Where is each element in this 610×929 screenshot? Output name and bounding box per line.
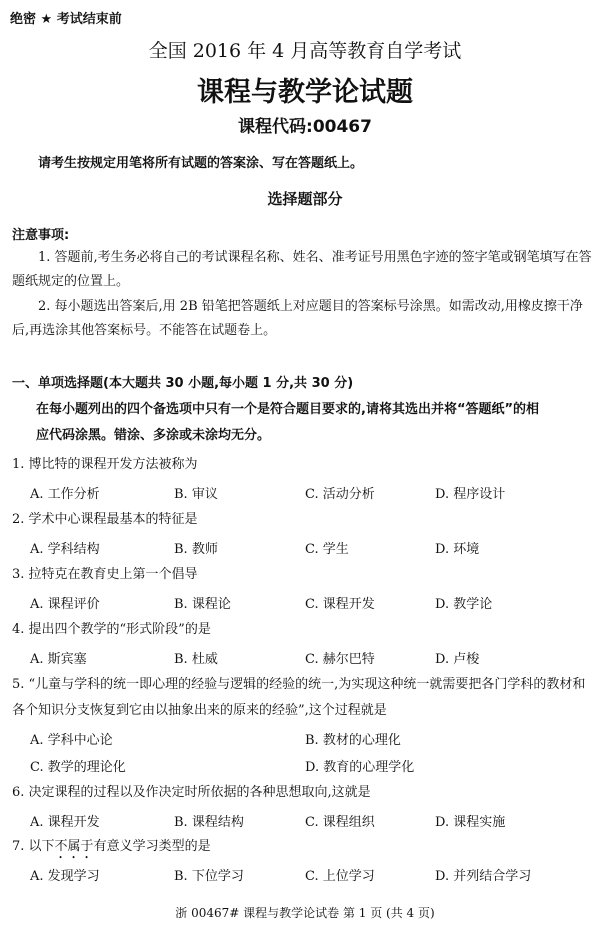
option-b: B. 教师 [174,542,218,557]
option-d: D. 教学论 [435,597,493,612]
option-c: C. 教学的理论化 [30,760,126,775]
part-description-line2: 应代码涂黑。错涂、多涂或未涂均无分。 [36,428,271,443]
option-a: A. 学科中心论 [30,733,113,748]
question-stem: 5. “儿童与学科的统一即心理的经验与逻辑的经验的统一,为实现这种统一就需要把各门学科的教材和各个知识分支恢复到它由以抽象出来的原来的经验”,这个过程就是 [12,677,586,718]
option-d: D. 并列结合学习 [435,869,532,884]
question-stem [12,834,598,862]
emphasized-negation: 不属于 [54,839,94,854]
part-heading: 一、单项选择题(本大题共 30 小题,每小题 1 分,共 30 分) [12,376,354,391]
course-code: 课程代码:00467 [238,117,372,137]
question-stem: 3. 拉特克在教育史上第一个倡导 [12,567,198,582]
part-description-line1: 在每小题列出的四个备选项中只有一个是符合题目要求的,请将其选出并将“答题纸”的相 [36,402,540,417]
section-title: 选择题部分 [267,190,343,208]
question-options [30,756,600,776]
option-a: A. 课程开发 [30,815,100,830]
option-a: A. 斯宾塞 [30,652,87,667]
option-d: D. 教育的心理学化 [305,760,415,775]
option-a: A. 发现学习 [30,869,100,884]
question-options [30,538,600,558]
notes-heading: 注意事项: [12,228,70,243]
exam-title: 全国 2016 年 4 月高等教育自学考试 [148,40,462,62]
option-c: C. 课程开发 [305,597,375,612]
option-d: D. 环境 [435,542,480,557]
question-stem: 6. 决定课程的过程以及作决定时所依据的各种思想取向,这就是 [12,785,371,800]
question-options [30,648,600,668]
option-b: B. 下位学习 [174,869,244,884]
question-stem-prefix: 7. 以下 [12,839,55,854]
question-options [30,865,600,885]
option-c: C. 上位学习 [305,869,375,884]
option-a: A. 学科结构 [30,542,100,557]
option-d: D. 卢梭 [435,652,480,667]
note-item-1: 1. 答题前,考生务必将自己的考试课程名称、姓名、准考证号用黑色字迹的签字笔或钢笔填写在答题纸规定的位置上。 [12,250,592,289]
option-a: A. 工作分析 [30,487,100,502]
option-c: C. 课程组织 [305,815,375,830]
option-c: C. 活动分析 [305,487,375,502]
option-b: B. 课程论 [174,597,231,612]
page-footer: 浙 00467# 课程与教学论试卷 第 1 页 (共 4 页) [175,906,435,920]
paper-title: 课程与教学论试题 [197,77,413,108]
question-stem-suffix: 有意义学习类型的是 [93,839,211,854]
answer-instruction: 请考生按规定用笔将所有试题的答案涂、写在答题纸上。 [38,156,364,171]
question-options [30,483,600,503]
confidential-mark: 绝密 ★ 考试结束前 [10,12,122,27]
option-b: B. 教材的心理化 [305,733,401,748]
option-d: D. 课程实施 [435,815,506,830]
option-a: A. 课程评价 [30,597,100,612]
question-stem: 1. 博比特的课程开发方法被称为 [12,457,198,472]
option-c: C. 赫尔巴特 [305,652,375,667]
option-c: C. 学生 [305,542,349,557]
question-stem: 2. 学术中心课程最基本的特征是 [12,512,198,527]
question-options [30,729,600,749]
question-stem: 4. 提出四个教学的“形式阶段”的是 [12,622,211,637]
option-b: B. 课程结构 [174,815,244,830]
option-d: D. 程序设计 [435,487,506,502]
note-item-2: 2. 每小题选出答案后,用 2B 铅笔把答题纸上对应题目的答案标号涂黑。如需改动,用橡皮擦干净后,再选涂其他答案标号。不能答在试题卷上。 [12,299,583,338]
option-b: B. 杜威 [174,652,218,667]
option-b: B. 审议 [174,487,218,502]
question-options [30,811,600,831]
part-description [12,397,596,449]
question-options [30,593,600,613]
